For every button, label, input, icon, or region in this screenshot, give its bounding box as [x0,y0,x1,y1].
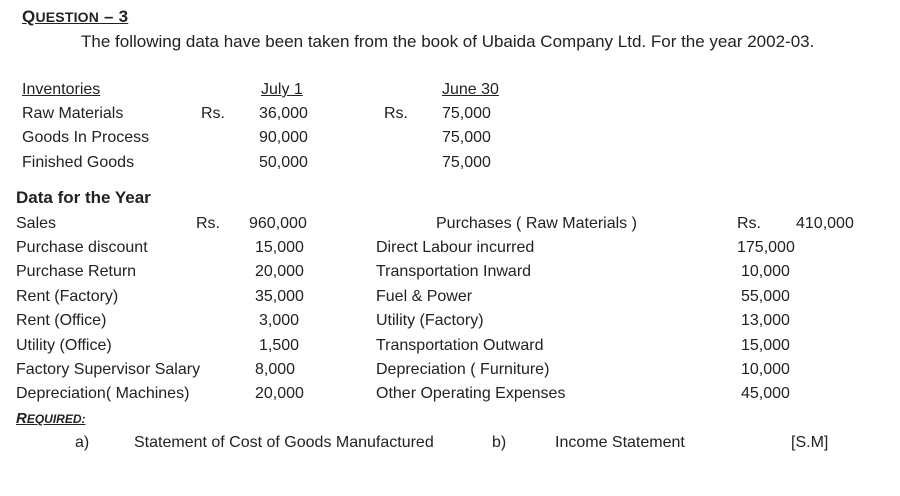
year-left-label: Purchase discount [16,239,148,256]
year-left-label: Utility (Office) [16,337,112,354]
year-left-value: 20,000 [255,385,304,402]
inventory-row-july: 36,000 [259,105,308,122]
year-right-label: Fuel & Power [376,288,473,305]
year-left-label: Rent (Factory) [16,288,119,305]
year-right-value: 410,000 [796,215,854,232]
year-left-label: Rent (Office) [16,312,107,329]
year-left-value: 960,000 [249,215,307,232]
inventory-row-july: 90,000 [259,129,308,146]
year-data-currency-right: Rs. [737,215,761,232]
year-right-label: Utility (Factory) [376,312,484,329]
question-title: QUESTION – 3 [22,7,129,26]
inventory-row-july: 50,000 [259,154,308,171]
inventories-currency-june: Rs. [384,105,408,122]
year-right-value: 55,000 [741,288,790,305]
year-right-value: 175,000 [737,239,795,256]
inventories-july-header: July 1 [261,81,303,98]
year-left-label: Sales [16,215,57,232]
year-left-label: Factory Supervisor Salary [16,361,201,378]
year-left-label: Purchase Return [16,263,137,280]
year-right-value: 13,000 [741,312,790,329]
year-left-value: 20,000 [255,263,304,280]
inventory-row-label: Finished Goods [22,154,135,171]
year-right-value: 15,000 [741,337,790,354]
year-right-value: 10,000 [741,361,790,378]
year-left-value: 15,000 [255,239,304,256]
year-right-value: 10,000 [741,263,790,280]
required-b-text: Income Statement [555,434,685,451]
year-data-heading: Data for the Year [16,188,151,207]
year-right-label: Purchases ( Raw Materials ) [436,215,637,232]
inventory-row-label: Raw Materials [22,105,124,122]
inventories-heading: Inventories [22,81,101,98]
year-right-label: Depreciation ( Furniture) [376,361,550,378]
year-left-value: 35,000 [255,288,304,305]
year-data-currency-left: Rs. [196,215,220,232]
year-right-label: Direct Labour incurred [376,239,535,256]
year-right-label: Transportation Outward [376,337,544,354]
intro-text: The following data have been taken from the book of Ubaida Company Ltd. For the year 2002-03. [81,32,815,51]
inventory-row-june: 75,000 [442,105,491,122]
inventory-row-june: 75,000 [442,129,491,146]
year-left-value: 1,500 [259,337,300,354]
year-right-value: 45,000 [741,385,790,402]
year-right-label: Other Operating Expenses [376,385,566,402]
required-b-marker: b) [492,434,507,451]
year-right-label: Transportation Inward [376,263,532,280]
required-a-marker: a) [75,434,90,451]
year-left-label: Depreciation( Machines) [16,385,190,402]
inventory-row-label: Goods In Process [22,129,150,146]
required-heading: REQUIRED: [16,410,86,427]
inventories-currency-july: Rs. [201,105,225,122]
inventories-june-header: June 30 [442,81,499,98]
required-a-text: Statement of Cost of Goods Manufactured [134,434,434,451]
year-left-value: 3,000 [259,312,300,329]
year-left-value: 8,000 [255,361,296,378]
inventory-row-june: 75,000 [442,154,491,171]
marks-label: [S.M] [791,434,829,451]
